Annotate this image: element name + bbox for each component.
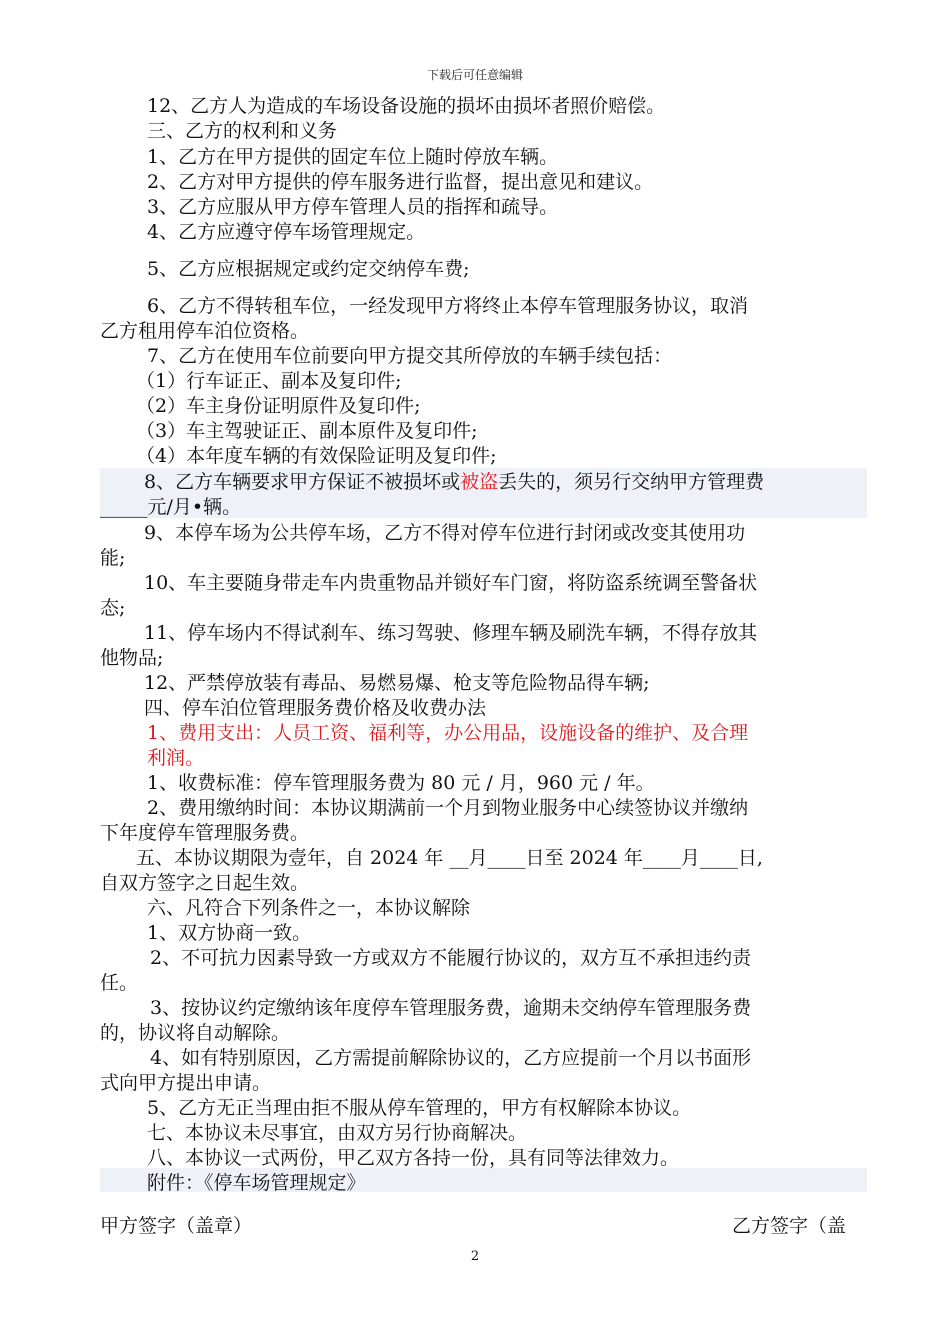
page-header: 下载后可任意编辑 xyxy=(426,68,523,82)
text-line: 附件：《停车场管理规定》 xyxy=(147,1172,366,1194)
text-line: 六、凡符合下列条件之一，本协议解除 xyxy=(147,897,471,919)
page-number: 2 xyxy=(470,1249,480,1264)
text-line: 乙方租用停车泊位资格。 xyxy=(100,320,310,342)
text-line: 能; xyxy=(100,547,126,569)
text-line: 2、不可抗力因素导致一方或双方不能履行协议的，双方互不承担违约责 xyxy=(150,947,752,969)
text-line: 10、车主要随身带走车内贵重物品并锁好车门窗，将防盗系统调至警备状 xyxy=(144,572,758,594)
text-line: 12、严禁停放装有毒品、易燃易爆、枪支等危险物品得车辆; xyxy=(144,672,650,694)
text-line: 12、乙方人为造成的车场设备设施的损坏由损坏者照价赔偿。 xyxy=(147,95,666,117)
text-line: 6、乙方不得转租车位，一经发现甲方将终止本停车管理服务协议，取消 xyxy=(147,295,749,317)
text-line: 3、乙方应服从甲方停车管理人员的指挥和疏导。 xyxy=(147,196,559,218)
text-line: 5、乙方无正当理由拒不服从停车管理的，甲方有权解除本协议。 xyxy=(147,1097,692,1119)
text-line: （2）车主身份证明原件及复印件; xyxy=(136,395,421,417)
text-line xyxy=(144,470,764,494)
text-line: 2、费用缴纳时间：本协议期满前一个月到物业服务中心续签协议并缴纳 xyxy=(147,797,749,819)
text-line: 三、乙方的权利和义务 xyxy=(147,120,338,142)
text-line: 1、费用支出：人员工资、福利等，办公用品，设施设备的维护、及合理 xyxy=(147,722,749,744)
text-segment: 8、乙方车辆要求甲方保证不被损坏或 xyxy=(144,471,461,493)
text-line: 2、乙方对甲方提供的停车服务进行监督，提出意见和建议。 xyxy=(147,171,654,193)
text-line: 7、乙方在使用车位前要向甲方提交其所停放的车辆手续包括： xyxy=(147,345,673,367)
party-b-signature: 乙方签字（盖 xyxy=(732,1215,847,1237)
text-line: 1、收费标准：停车管理服务费为 80 元 / 月，960 元 / 年。 xyxy=(147,772,655,794)
text-line: 任。 xyxy=(100,972,139,994)
highlighted-text: 被盗 xyxy=(460,471,499,493)
text-line: 他物品; xyxy=(100,647,164,669)
text-line: 11、停车场内不得试刹车、练习驾驶、修理车辆及刷洗车辆，不得存放其 xyxy=(144,622,758,644)
text-line: 态; xyxy=(100,597,126,619)
text-line: 自双方签字之日起生效。 xyxy=(100,872,310,894)
text-line: 七、本协议未尽事宜，由双方另行协商解决。 xyxy=(147,1122,528,1144)
text-line: 3、按协议约定缴纳该年度停车管理服务费，逾期未交纳停车管理服务费 xyxy=(150,997,752,1019)
text-line: 八、本协议一式两份，甲乙双方各持一份，具有同等法律效力。 xyxy=(147,1147,680,1169)
party-a-signature: 甲方签字（盖章） xyxy=(100,1215,253,1237)
text-line: 的，协议将自动解除。 xyxy=(100,1022,291,1044)
text-segment: 丢失的，须另行交纳甲方管理费 xyxy=(498,471,765,493)
text-line: （1）行车证正、副本及复印件; xyxy=(136,370,402,392)
text-line: （3）车主驾驶证正、副本原件及复印件; xyxy=(136,420,478,442)
text-line: 四、停车泊位管理服务费价格及收费办法 xyxy=(144,697,487,719)
text-line: 5、乙方应根据规定或约定交纳停车费; xyxy=(147,258,470,280)
text-line: 下年度停车管理服务费。 xyxy=(100,822,310,844)
text-line: 9、本停车场为公共停车场，乙方不得对停车位进行封闭或改变其使用功 xyxy=(144,522,746,544)
text-line: （4）本年度车辆的有效保险证明及复印件; xyxy=(136,445,497,467)
text-line: 五、本协议期限为壹年，自 2024 年 __月____日至 2024 年____月____日, xyxy=(136,847,763,869)
text-line: 4、如有特别原因，乙方需提前解除协议的，乙方应提前一个月以书面形 xyxy=(150,1047,752,1069)
text-line: 式向甲方提出申请。 xyxy=(100,1072,272,1094)
text-line: 4、乙方应遵守停车场管理规定。 xyxy=(147,221,426,243)
text-line: 1、乙方在甲方提供的固定车位上随时停放车辆。 xyxy=(147,146,559,168)
text-line: _____元/月•辆。 xyxy=(100,496,242,518)
text-line: 1、双方协商一致。 xyxy=(147,922,312,944)
text-line: 利润。 xyxy=(147,747,205,769)
